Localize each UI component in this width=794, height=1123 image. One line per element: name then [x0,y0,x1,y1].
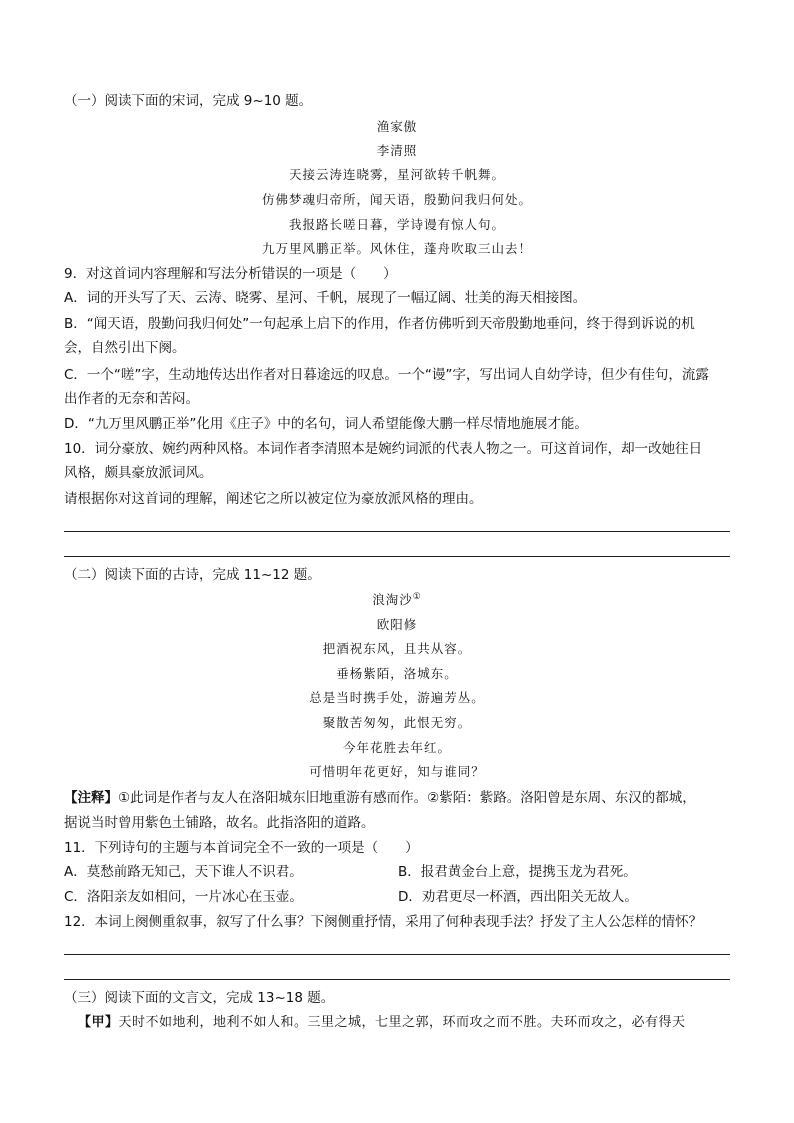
poem2-line-2: 垂杨紫陌，洛城东。 [336,666,458,681]
answer-line [64,954,730,955]
q9-option-c-line2: 出作者的无奈和苦闷。 [64,391,199,407]
poem2-line-1: 把酒祝东风，且共从容。 [322,641,472,656]
q9-option-c-line1: C．一个“嗟”字，生动地传达出作者对日暮途远的叹息。一个“谩”字，写出词人自幼学诗，但少有佳句，流露 [64,367,709,383]
poem1-line-1: 天接云涛连晓雾，星河欲转千帆舞。 [288,167,505,182]
q9-option-b-line1: B．“闻天语，殷勤问我归何处”一句起承上启下的作用，作者仿佛听到天帝殷勤地垂问，终于得到诉说的机 [64,316,695,332]
poem2-line-3: 总是当时携手处，游遍芳丛。 [309,690,485,705]
q11-option-d: D．劝君更尽一杯酒，西出阳关无故人。 [398,889,638,905]
answer-line [64,979,730,980]
q10-line1: 10．词分豪放、婉约两种风格。本词作者李清照本是婉约词派的代表人物之一。可这首词作，却一改她往日 [64,441,703,457]
poem1-line-2: 仿佛梦魂归帝所，闻天语，殷勤问我归何处。 [261,192,532,207]
passage-text: 天时不如地利，地利不如人和。三里之城，七里之郭，环而攻之而不胜。夫环而攻之，必有得天 [118,1015,686,1030]
section3-header: （三）阅读下面的文言文，完成 13~18 题。 [64,990,335,1006]
note-text-1: ①此词是作者与友人在洛阳城东旧地重游有感而作。②紫陌：紫路。洛阳曾是东周、东汉的都城， [118,790,696,806]
poem2-line-5: 今年花胜去年红。 [342,740,451,755]
section1-header: （一）阅读下面的宋词，完成 9~10 题。 [64,93,313,109]
poem1-title: 渔家傲 [376,119,418,134]
answer-line [64,531,730,532]
poem1-line-4: 九万里风鹏正举。风休住，蓬舟吹取三山去！ [261,241,532,256]
poem2-title-note: ① [412,592,422,602]
q9-option-d: D．“九万里风鹏正举”化用《庄子》中的名句，词人希望能像大鹏一样尽情地施展才能。 [64,416,588,432]
poem1-line-3: 我报路长嗟日暮，学诗谩有惊人句。 [288,217,505,232]
q9-option-a: A．词的开头写了天、云涛、晓雾、星河、千帆，展现了一幅辽阔、壮美的海天相接图。 [64,290,587,306]
q10-line3: 请根据你对这首词的理解，阐述它之所以被定位为豪放派风格的理由。 [64,491,483,507]
q9-option-b-line2: 会，自然引出下阕。 [64,340,186,356]
q12-stem: 12．本词上阕侧重叙事，叙写了什么事？下阕侧重抒情，采用了何种表现手法？抒发了主人公怎样的情怀？ [64,914,703,930]
note-line2: 据说当时曾用紫色土铺路，故名。此指洛阳的道路。 [64,815,375,831]
q11-option-a: A．莫愁前路无知己，天下谁人不识君。 [64,864,303,880]
poem2-title-text: 浪淘沙 [372,592,413,607]
answer-line [64,556,730,557]
passage-label: 【甲】 [78,1015,119,1030]
q11-option-b: B．报君黄金台上意，提携玉龙为君死。 [398,864,637,880]
q11-option-c: C．洛阳亲友如相问，一片冰心在玉壶。 [64,889,303,905]
poem2-line-4: 聚散苦匆匆，此恨无穷。 [322,715,472,730]
passage-jia [78,1014,734,1032]
q9-stem: 9．对这首词内容理解和写法分析错误的一项是（ ） [64,266,397,282]
q11-stem: 11．下列诗句的主题与本首词完全不一致的一项是（ ） [64,840,419,856]
q10-line2: 风格，颇具豪放派词风。 [64,465,213,481]
poem2-title [0,592,794,608]
note-line1 [64,789,734,807]
poem2-author: 欧阳修 [376,617,418,632]
poem1-author: 李清照 [376,143,418,158]
poem2-line-6: 可惜明年花更好，知与谁同？ [309,764,485,779]
note-label: 【注释】 [64,790,118,806]
section2-header: （二）阅读下面的古诗，完成 11~12 题。 [64,567,321,583]
